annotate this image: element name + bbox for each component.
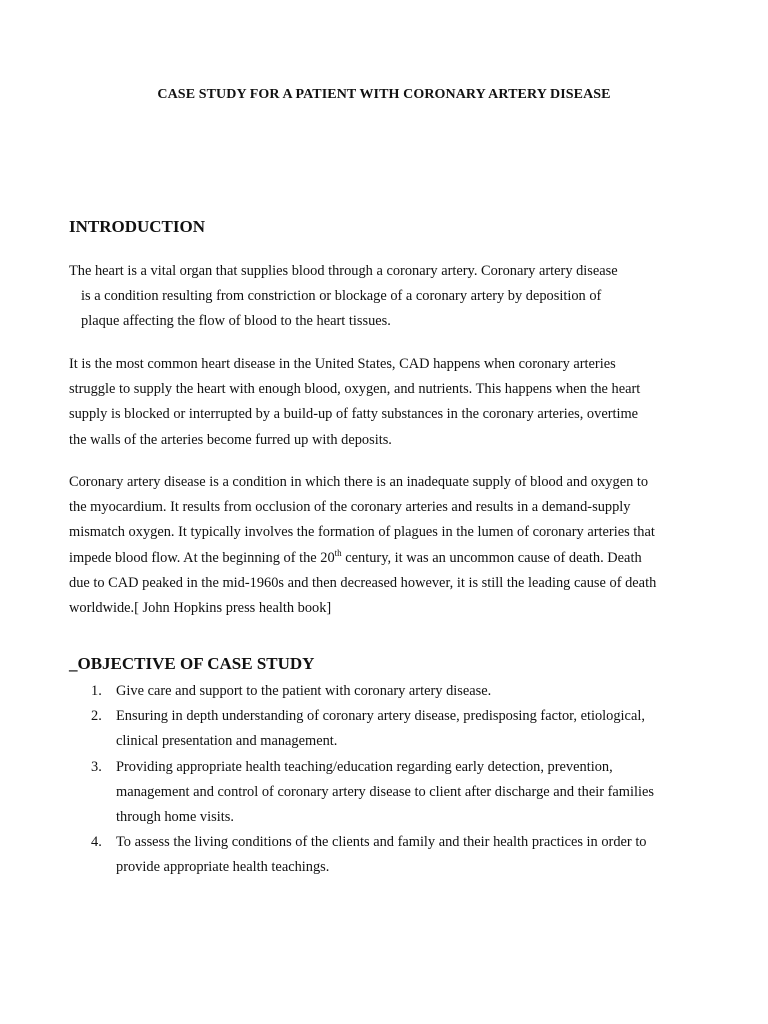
paragraph-line: It is the most common heart disease in the United States, CAD happens when coronary arteries bbox=[69, 356, 616, 372]
objective-heading: _OBJECTIVE OF CASE STUDY bbox=[69, 654, 315, 673]
list-item-text: provide appropriate health teachings. bbox=[116, 859, 330, 876]
paragraph-line: supply is blocked or interrupted by a build-up of fatty substances in the coronary arteries, overtime bbox=[69, 406, 639, 423]
list-item-text: management and control of coronary artery disease to client after discharge and their families bbox=[116, 783, 654, 800]
list-item-number: 1. bbox=[91, 683, 102, 699]
objective-list bbox=[69, 679, 709, 881]
paragraph-line: the walls of the arteries become furred up with deposits. bbox=[69, 431, 392, 448]
list-item-number: 2. bbox=[91, 708, 102, 725]
list-item-text: Give care and support to the patient with coronary artery disease. bbox=[116, 683, 492, 699]
list-item-text: Ensuring in depth understanding of coronary artery disease, predisposing factor, etiological, bbox=[116, 708, 645, 725]
line-text: impede blood flow. At the beginning of the 20 bbox=[69, 549, 335, 566]
list-item-text: To assess the living conditions of the clients and family and their health practices in order to bbox=[116, 834, 647, 851]
list-item bbox=[69, 704, 709, 754]
paragraph-line: the myocardium. It results from occlusion of the coronary arteries and results in a demand-supply bbox=[69, 499, 631, 516]
paragraph-line: mismatch oxygen. It typically involves the formation of plagues in the lumen of coronary arteries that bbox=[69, 524, 655, 541]
paragraph-line: is a condition resulting from constriction or blockage of a coronary artery by deposition of bbox=[81, 288, 602, 305]
introduction-paragraph-3 bbox=[69, 470, 709, 621]
paragraph-line-with-superscript bbox=[69, 546, 709, 571]
paragraph-line: struggle to supply the heart with enough blood, oxygen, and nutrients. This happens when the heart bbox=[69, 381, 641, 398]
list-item-text: through home visits. bbox=[116, 809, 234, 826]
list-item-number: 3. bbox=[91, 758, 102, 775]
introduction-paragraph-2 bbox=[69, 352, 709, 453]
list-item bbox=[69, 830, 709, 880]
list-item bbox=[69, 755, 709, 831]
paragraph-line: worldwide.[ John Hopkins press health book] bbox=[69, 600, 332, 617]
ordinal-superscript: th bbox=[334, 547, 342, 558]
paragraph-line: Coronary artery disease is a condition in which there is an inadequate supply of blood and oxygen to bbox=[69, 474, 649, 490]
line-text: century, it was an uncommon cause of death. Death bbox=[341, 549, 642, 566]
list-item bbox=[69, 679, 709, 704]
document-title: CASE STUDY FOR A PATIENT WITH CORONARY ARTERY DISEASE bbox=[157, 87, 611, 102]
introduction-heading: INTRODUCTION bbox=[69, 217, 206, 236]
list-item-text: clinical presentation and management. bbox=[116, 733, 338, 750]
introduction-paragraph-1 bbox=[69, 259, 709, 335]
list-item-text: Providing appropriate health teaching/education regarding early detection, prevention, bbox=[116, 758, 613, 775]
paragraph-line: plaque affecting the flow of blood to the heart tissues. bbox=[81, 313, 391, 330]
paragraph-line: The heart is a vital organ that supplies blood through a coronary artery. Coronary artery disease bbox=[69, 263, 618, 279]
list-item-number: 4. bbox=[91, 834, 102, 851]
paragraph-line: due to CAD peaked in the mid-1960s and then decreased however, it is still the leading cause of death bbox=[69, 574, 657, 591]
